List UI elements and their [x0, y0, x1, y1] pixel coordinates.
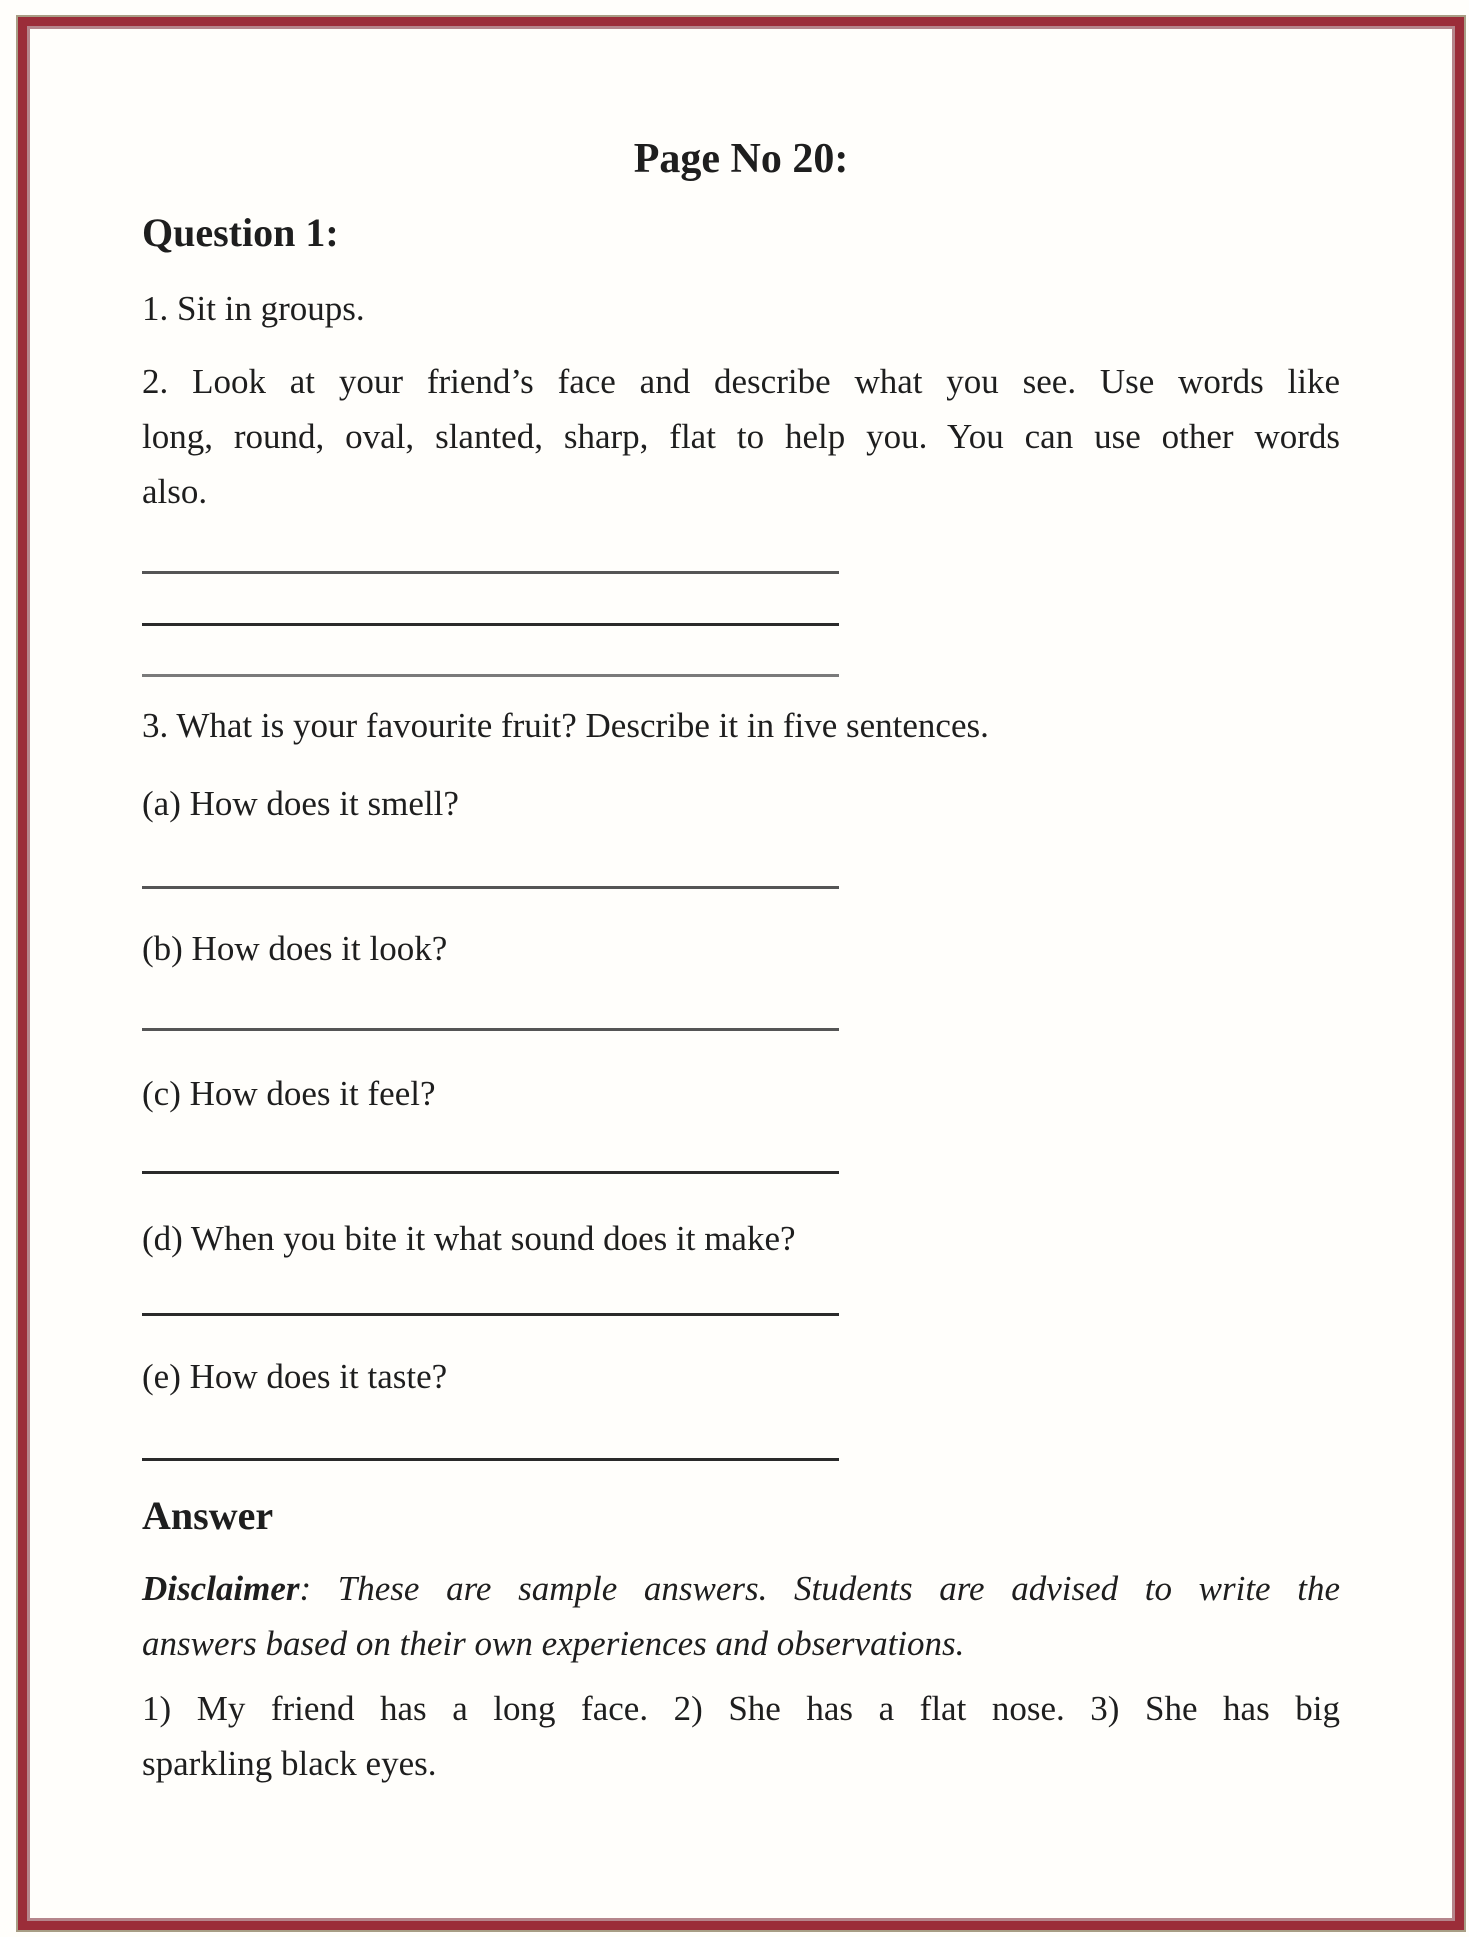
question-heading: Question 1: — [142, 210, 339, 255]
instruction-1: 1. Sit in groups. — [142, 289, 365, 328]
instruction-3: 3. What is your favourite fruit? Describe it in five sentences. — [142, 706, 989, 745]
answer-heading: Answer — [142, 1493, 274, 1538]
answer-blank-line — [142, 674, 839, 677]
disclaimer-line-1-rest: : These are sample answers. Students are advised to write the — [299, 1569, 1340, 1608]
subquestion-b: (b) How does it look? — [142, 929, 448, 968]
instruction-2-line-1: 2. Look at your friend’s face and describe what you see. Use words like — [142, 362, 1340, 401]
answer-text-line-1: 1) My friend has a long face. 2) She has a flat nose. 3) She has big — [142, 1689, 1340, 1728]
disclaimer-line-2: answers based on their own experiences and observations. — [142, 1624, 965, 1663]
page-content — [142, 0, 1340, 1937]
instruction-2 — [142, 354, 1340, 519]
answer-text — [142, 1681, 1340, 1791]
disclaimer — [142, 1561, 1340, 1671]
answer-text-line-2: sparkling black eyes. — [142, 1744, 437, 1783]
answer-blank-line — [142, 1458, 839, 1461]
subquestion-d: (d) When you bite it what sound does it make? — [142, 1219, 796, 1258]
answer-blank-line — [142, 1028, 839, 1031]
subquestion-a: (a) How does it smell? — [142, 784, 459, 823]
disclaimer-label: Disclaimer — [142, 1569, 300, 1608]
instruction-2-line-3: also. — [142, 472, 208, 511]
answer-blank-line — [142, 1313, 839, 1316]
answer-blank-line — [142, 623, 839, 626]
disclaimer-line-1 — [142, 1561, 1340, 1616]
answer-blank-line — [142, 571, 839, 574]
instruction-2-line-2: long, round, oval, slanted, sharp, flat to help you. You can use other words — [142, 417, 1340, 456]
subquestion-c: (c) How does it feel? — [142, 1074, 436, 1113]
answer-blank-line — [142, 1171, 839, 1174]
answer-blank-line — [142, 886, 839, 889]
subquestion-e: (e) How does it taste? — [142, 1357, 448, 1396]
page-title: Page No 20: — [633, 136, 849, 182]
